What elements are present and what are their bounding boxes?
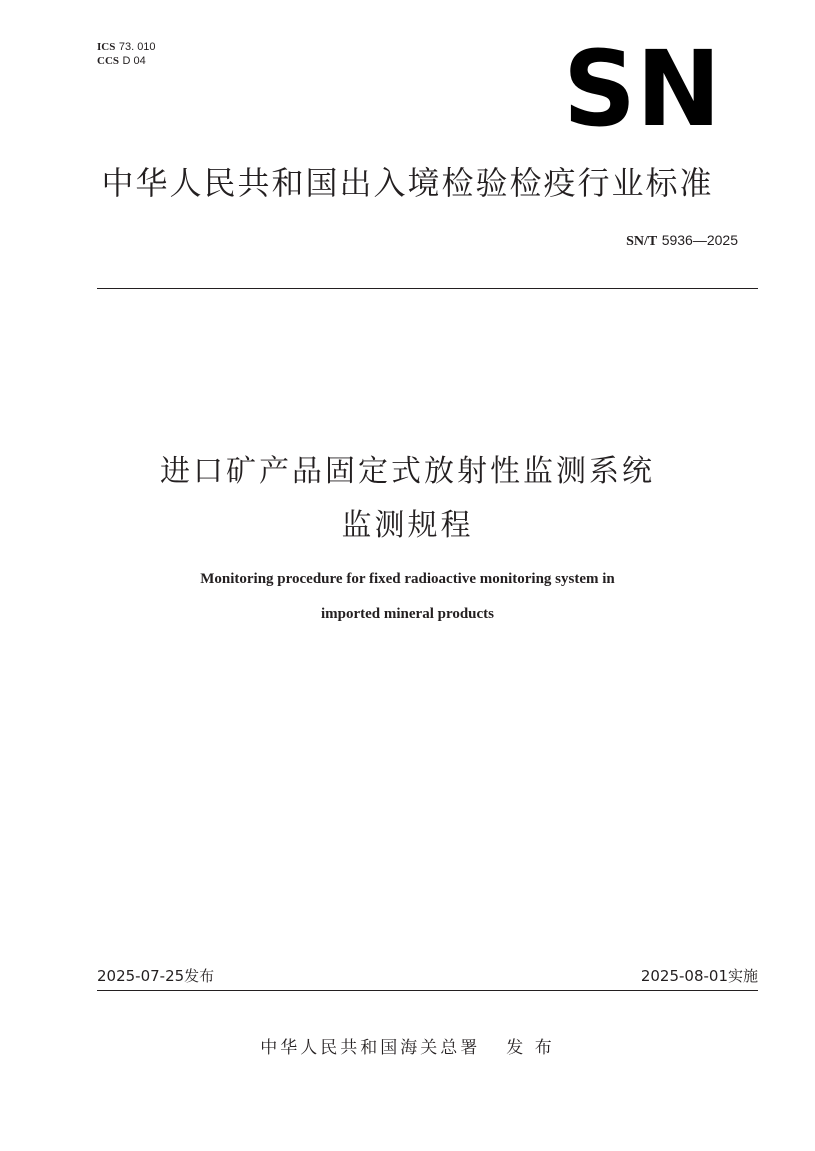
ccs-code: D 04 <box>122 55 146 67</box>
issuer-action: 发 布 <box>506 1038 555 1058</box>
standard-number <box>626 232 738 250</box>
org-title: 中华人民共和国出入境检验检疫行业标准 <box>101 164 714 202</box>
standard-code: 5936—2025 <box>661 232 738 248</box>
ccs-label: CCS <box>97 55 120 67</box>
title-en-line2: imported mineral products <box>320 606 495 622</box>
issuer-name: 中华人民共和国海关总署 <box>260 1038 481 1058</box>
title-zh-line2: 监测规程 <box>341 508 474 543</box>
issuer <box>0 1033 815 1058</box>
sn-logo <box>562 45 722 129</box>
top-divider <box>97 288 758 289</box>
ics-code: 73. 010 <box>118 41 156 53</box>
classification-codes <box>97 40 156 68</box>
sn-logo-text: SN <box>563 45 721 129</box>
implementation-date: 2025-08-01实施 <box>640 967 758 985</box>
standard-prefix: SN/T <box>626 234 658 249</box>
bottom-divider <box>97 990 758 991</box>
ics-row <box>97 40 156 54</box>
title-en-line1: Monitoring procedure for fixed radioactive monitoring system in <box>200 571 615 587</box>
ccs-row <box>97 54 156 68</box>
ics-label: ICS <box>97 41 116 53</box>
issue-date: 2025-07-25发布 <box>97 967 215 985</box>
title-zh-line1: 进口矿产品固定式放射性监测系统 <box>160 454 655 489</box>
